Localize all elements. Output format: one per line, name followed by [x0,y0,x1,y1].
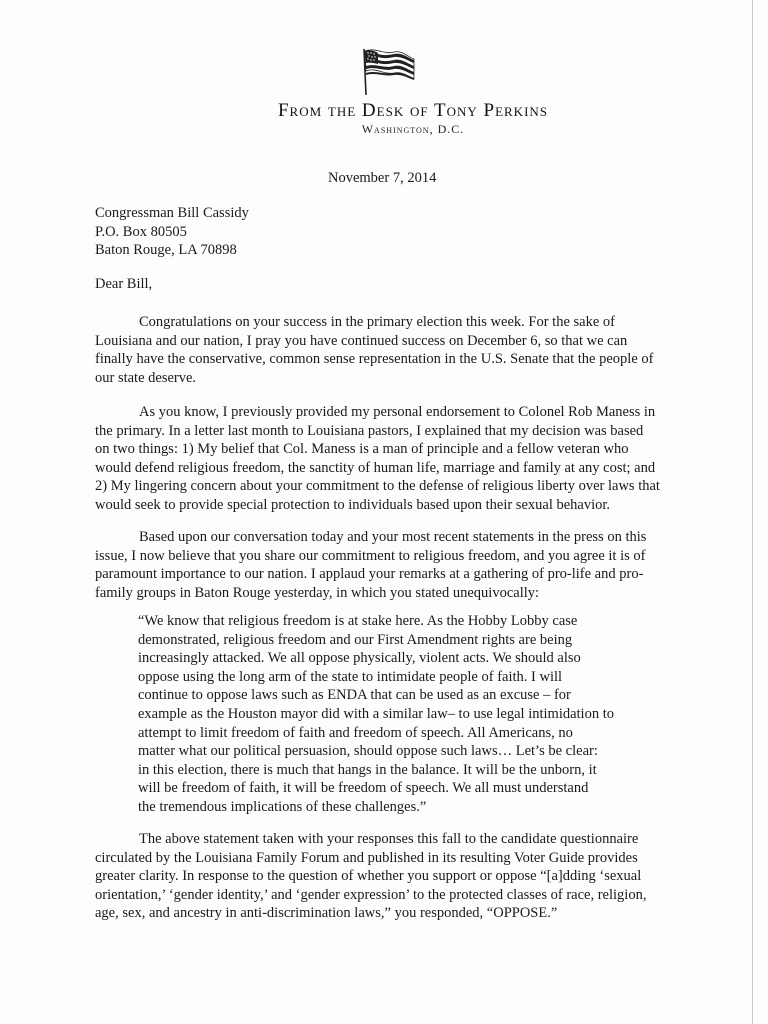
paragraph-line: 2) My lingering concern about your commitment to the defense of religious liberty over laws that [95,478,660,494]
paragraph-1 [95,313,685,387]
paragraph-line: issue, I now believe that you share our commitment to religious freedom, and you agree it is of [95,547,646,564]
paragraph-2 [95,403,685,514]
paragraph-line: Based upon our conversation today and your most recent statements in the press on this [139,529,647,545]
paragraph-line: As you know, I previously provided my personal endorsement to Colonel Rob Maness in [139,404,656,420]
recipient-box: P.O. Box 80505 [95,223,187,240]
quote-line: example as the Houston mayor did with a similar law– to use legal intimidation to [138,705,614,722]
quote-line: “We know that religious freedom is at stake here. As the Hobby Lobby case [138,613,578,629]
paragraph-line: age, sex, and ancestry in anti-discrimination laws,” you responded, “OPPOSE.” [95,905,558,921]
paragraph-line: on two things: 1) My belief that Col. Maness is a man of principle and a fellow veteran who [95,441,629,457]
paragraph-3 [95,528,685,602]
paragraph-4 [95,830,685,923]
quote-line: demonstrated, religious freedom and our First Amendment rights are being [138,631,573,648]
recipient-address [95,204,249,260]
paragraph-line: the primary. In a letter last month to Louisiana pastors, I explained that my decision was based [95,422,644,439]
letterhead-city: Washington, D.C. [361,122,465,136]
paragraph-line: finally have the conservative, common sense representation in the U.S. Senate that the people of [95,351,654,367]
quote-line: increasingly attacked. We all oppose physically, violent acts. We should also [138,650,581,667]
salutation: Dear Bill, [95,276,153,292]
paragraph-line: would seek to provide special protection to individuals based upon their sexual behavior. [95,496,611,513]
quote-line: will be freedom of faith, it will be freedom of speech. We all must understand [138,780,589,797]
quote-line: the tremendous implications of these challenges.” [138,798,427,815]
paragraph-line: circulated by the Louisiana Family Forum and published in its resulting Voter Guide provides [95,849,638,866]
recipient-name: Congressman Bill Cassidy [95,205,249,221]
recipient-city: Baton Rouge, LA 70898 [95,242,237,258]
quote-line: matter what our political persuasion, should oppose such laws… Let’s be clear: [138,743,598,760]
paragraph-line: our state deserve. [95,369,197,386]
letterhead-title: From the Desk of Tony Perkins [277,100,549,121]
american-flag-icon [358,45,416,97]
scan-edge-line [752,0,753,1024]
quote-line: continue to oppose laws such as ENDA that can be used as an excuse – for [138,687,571,704]
paragraph-line: Congratulations on your success in the primary election this week. For the sake of [139,314,615,330]
quote-line: attempt to limit freedom of faith and freedom of speech. All Americans, no [138,724,573,741]
paragraph-line: Louisiana and our nation, I pray you have continued success on December 6, so that we can [95,332,628,349]
paragraph-line: The above statement taken with your responses this fall to the candidate questionnaire [139,831,639,847]
quote-line: in this election, there is much that hangs in the balance. It will be the unborn, it [138,761,597,778]
paragraph-line: family groups in Baton Rouge yesterday, in which you stated unequivocally: [95,584,540,601]
quoted-statement [138,612,658,817]
paragraph-line: would defend religious freedom, the sanctity of human life, marriage and family at any cost; and [95,459,656,476]
quote-line: oppose using the long arm of the state to intimidate people of faith. I will [138,668,563,685]
paragraph-line: greater clarity. In response to the question of whether you support or oppose “[a]dding ‘sexual [95,868,642,884]
paragraph-line: orientation,’ ‘gender identity,’ and ‘gender expression’ to the protected classes of race, religion, [95,886,647,903]
paragraph-line: paramount importance to our nation. I applaud your remarks at a gathering of pro-life and pro- [95,566,644,582]
letter-date: November 7, 2014 [328,170,437,186]
